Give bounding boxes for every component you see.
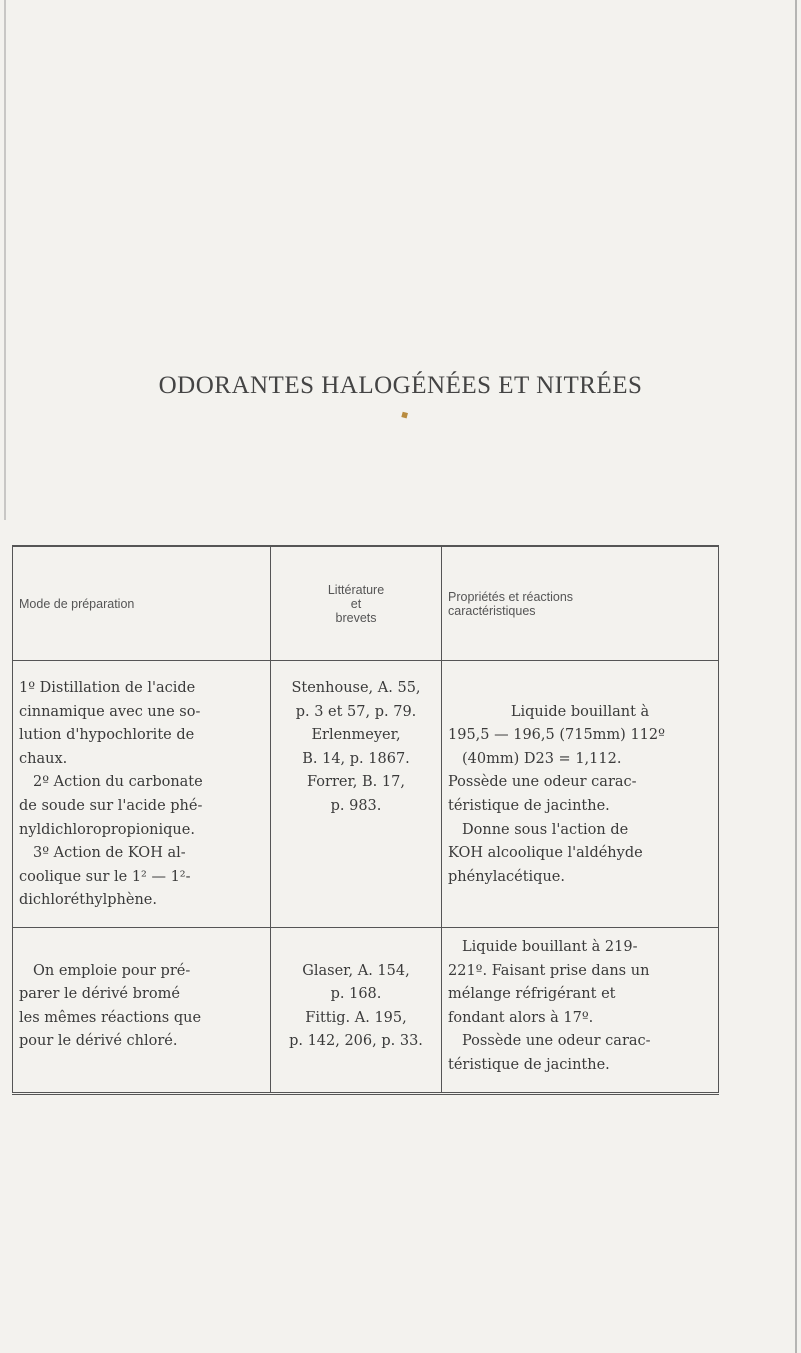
- text-line: téristique de jacinthe.: [448, 797, 610, 814]
- text-line: Possède une odeur carac-: [448, 774, 637, 791]
- header-line: caractéristiques: [448, 603, 536, 618]
- text-line: p. 3 et 57, p. 79.: [295, 703, 417, 720]
- cell-literature: [271, 927, 442, 1093]
- text-line: Stenhouse, A. 55,: [291, 680, 421, 696]
- text-line: de soude sur l'acide phé-: [19, 797, 203, 814]
- table-header-row: [13, 546, 719, 661]
- text-line: nyldichloropropionique.: [19, 821, 195, 838]
- text-line: p. 983.: [330, 797, 382, 814]
- text-line: 195,5 — 196,5 (715mm) 112º: [448, 727, 665, 744]
- column-header-literature: [271, 546, 442, 661]
- header-line: brevets: [335, 610, 377, 625]
- text-line: parer le dérivé bromé: [19, 986, 180, 1003]
- scan-edge-right: [795, 0, 797, 1353]
- printer-mark-icon: ◆: [398, 408, 411, 422]
- text-line: Liquide bouillant à: [510, 703, 650, 720]
- cell-properties: [442, 661, 719, 928]
- column-header-properties: [442, 546, 719, 661]
- header-line: Littérature: [327, 582, 385, 597]
- text-line: fondant alors à 17º.: [448, 1009, 594, 1026]
- text-line: Glaser, A. 154,: [302, 962, 410, 979]
- text-line: (40mm) D23 = 1,112.: [462, 750, 622, 767]
- column-header-preparation: Mode de préparation: [13, 546, 271, 661]
- cell-preparation: [13, 661, 271, 928]
- table-row: [13, 927, 719, 1093]
- scan-edge-left: [4, 0, 6, 520]
- text-line: dichloréthylphène.: [19, 892, 157, 909]
- cell-properties: [442, 927, 719, 1093]
- text-line: chaux.: [19, 750, 68, 767]
- text-line: téristique de jacinthe.: [448, 1056, 610, 1073]
- text-line: KOH alcoolique l'aldéhyde: [448, 845, 643, 862]
- text-line: Possède une odeur carac-: [462, 1033, 651, 1050]
- header-line: Propriétés et réactions: [448, 589, 574, 604]
- text-line: coolique sur le 1² — 1²-: [19, 868, 191, 885]
- text-line: Donne sous l'action de: [462, 821, 629, 838]
- text-line: phénylacétique.: [448, 868, 565, 885]
- text-line: pour le dérivé chloré.: [19, 1033, 178, 1050]
- properties-table: [12, 545, 679, 1095]
- text-line: p. 142, 206, p. 33.: [289, 1033, 423, 1050]
- text-line: Forrer, B. 17,: [307, 774, 405, 791]
- text-line: p. 168.: [330, 986, 382, 1003]
- text-line: 3º Action de KOH al-: [33, 845, 186, 862]
- text-line: cinnamique avec une so-: [19, 703, 201, 720]
- text-line: Liquide bouillant à 219-: [462, 938, 638, 955]
- text-line: On emploie pour pré-: [33, 962, 191, 979]
- table-row: [13, 661, 719, 928]
- text-line: B. 14, p. 1867.: [302, 750, 410, 767]
- cell-literature: [271, 661, 442, 928]
- text-line: Erlenmeyer,: [311, 727, 401, 744]
- header-line: et: [350, 596, 362, 611]
- text-line: 1º Distillation de l'acide: [19, 680, 196, 696]
- text-line: 2º Action du carbonate: [33, 774, 203, 791]
- text-line: Fittig. A. 195,: [305, 1009, 407, 1026]
- text-line: lution d'hypochlorite de: [19, 727, 195, 744]
- text-line: mélange réfrigérant et: [448, 986, 616, 1003]
- cell-preparation: [13, 927, 271, 1093]
- text-line: 221º. Faisant prise dans un: [448, 962, 650, 979]
- page-header: ODORANTES HALOGÉNÉES ET NITRÉES: [158, 372, 643, 399]
- text-line: les mêmes réactions que: [19, 1009, 202, 1026]
